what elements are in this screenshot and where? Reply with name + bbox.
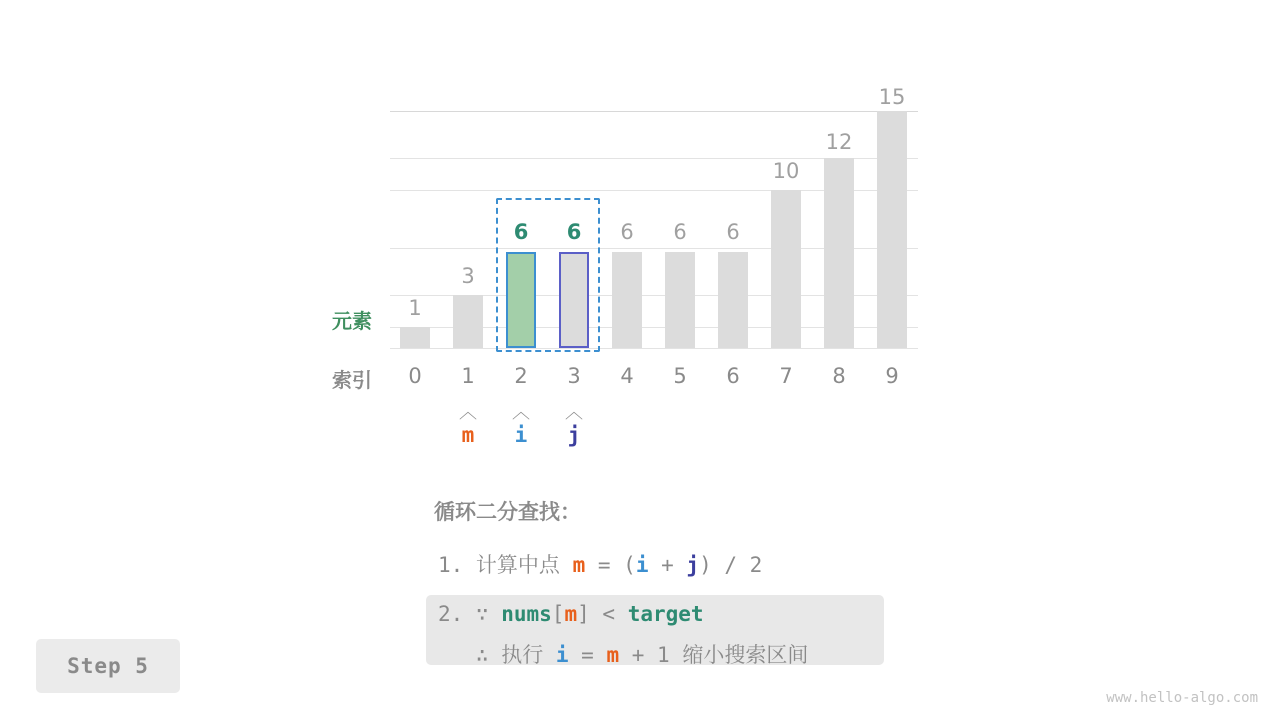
bar-9 (877, 111, 907, 348)
bar-value-2: 6 (513, 220, 529, 244)
gridline-15 (390, 111, 918, 112)
axis-label-elements: 元素 (332, 309, 372, 333)
notes-step1-prefix: 1. 计算中点 (438, 553, 573, 577)
bar-value-8: 12 (825, 130, 853, 154)
index-label-8: 8 (832, 364, 846, 388)
token-m-index: m (564, 602, 578, 626)
bar-5 (665, 252, 695, 348)
pointer-label-m: m (461, 423, 475, 447)
notes-step3-eq: = (568, 643, 607, 667)
index-label-9: 9 (885, 364, 899, 388)
bar-value-1: 3 (461, 264, 475, 288)
index-label-2: 2 (514, 364, 528, 388)
notes-title: 循环二分查找： (434, 500, 581, 524)
bar-value-5: 6 (673, 220, 687, 244)
token-m: m (572, 553, 586, 577)
notes-step1-mid: = ( (585, 553, 636, 577)
bar-value-3: 6 (566, 220, 582, 244)
bar-2 (506, 252, 536, 348)
notes-step-2-result (438, 639, 808, 669)
token-i: i (635, 553, 649, 577)
bar-1 (453, 295, 483, 348)
step-badge: Step 5 (36, 639, 180, 693)
pointer-label-i: i (514, 423, 528, 447)
notes-step-2 (438, 602, 704, 626)
index-label-1: 1 (461, 364, 475, 388)
bar-0 (400, 327, 430, 348)
notes-step3-suffix: + 1 缩小搜索区间 (619, 643, 809, 667)
notes-bracket-open: [ (551, 602, 565, 626)
notes-bracket-close: ] < (577, 602, 628, 626)
notes-step1-suffix: ) / 2 (699, 553, 763, 577)
bar-value-4: 6 (620, 220, 634, 244)
index-label-4: 4 (620, 364, 634, 388)
token-j: j (686, 553, 700, 577)
notes-step1-plus: + (648, 553, 687, 577)
watermark: www.hello-algo.com (1106, 690, 1258, 706)
caret-icon-m: ︿ (459, 402, 477, 423)
pointer-label-j: j (567, 423, 581, 447)
bar-value-9: 15 (878, 85, 906, 109)
index-label-0: 0 (408, 364, 422, 388)
bar-3 (559, 252, 589, 348)
notes-step-1 (438, 549, 762, 579)
bar-value-6: 6 (726, 220, 740, 244)
token-i-assign: i (555, 643, 569, 667)
axis-label-indices: 索引 (332, 368, 372, 392)
caret-icon-j: ︿ (565, 402, 583, 423)
gridline-baseline (390, 348, 918, 349)
bar-7 (771, 190, 801, 348)
token-target: target (627, 602, 704, 626)
bar-4 (612, 252, 642, 348)
notes-step3-prefix: ∴ 执行 (438, 643, 556, 667)
bar-value-7: 10 (772, 159, 800, 183)
index-label-3: 3 (567, 364, 581, 388)
index-label-7: 7 (779, 364, 793, 388)
token-nums: nums (501, 602, 552, 626)
caret-icon-i: ︿ (512, 402, 530, 423)
bar-8 (824, 158, 854, 348)
bar-6 (718, 252, 748, 348)
index-label-5: 5 (673, 364, 687, 388)
bar-value-0: 1 (408, 296, 422, 320)
notes-step2-prefix: 2. ∵ (438, 602, 502, 626)
index-label-6: 6 (726, 364, 740, 388)
token-m-assign: m (606, 643, 620, 667)
